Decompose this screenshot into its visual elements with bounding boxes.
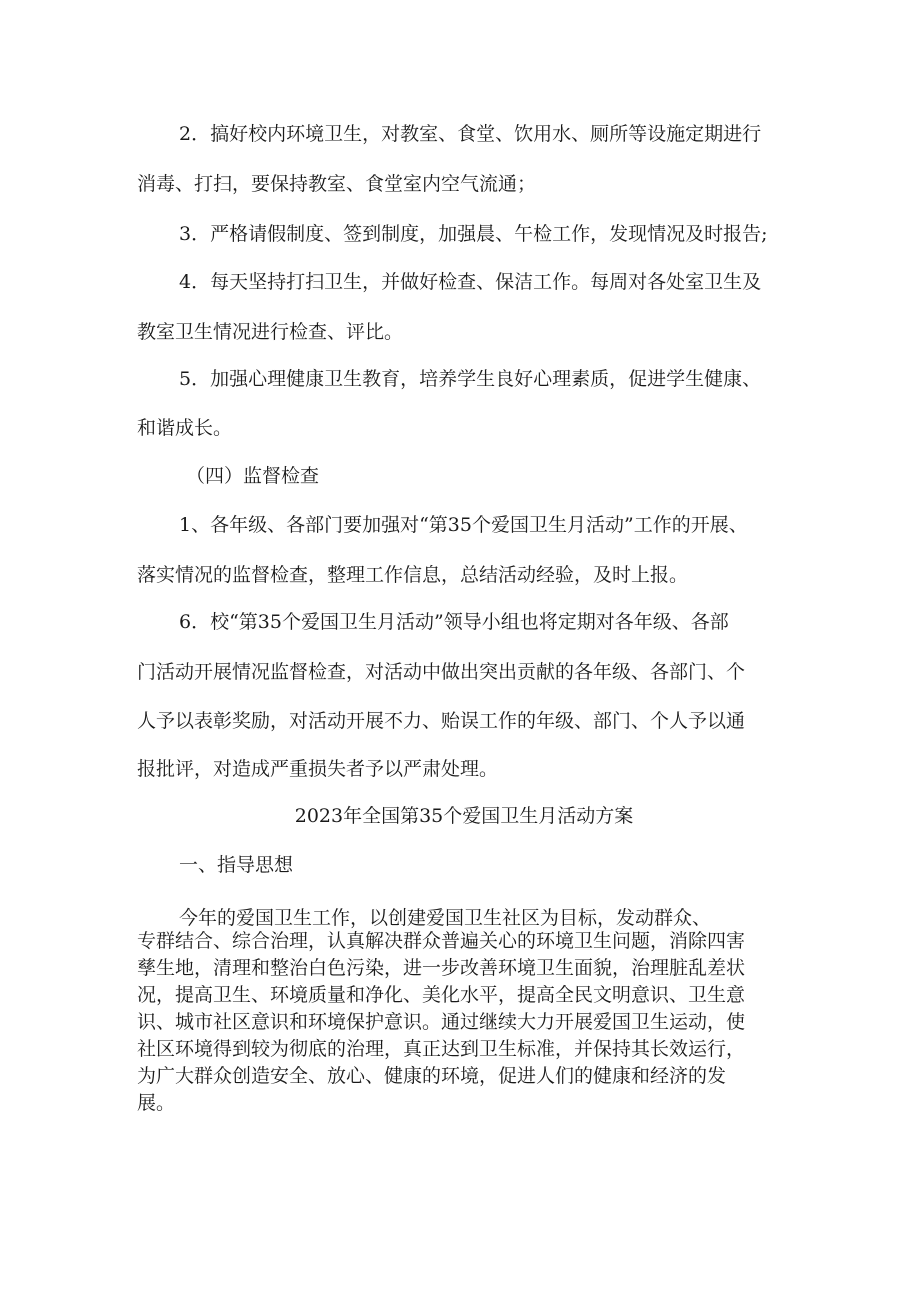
item-5-line-1: 5．加强心理健康卫生教育，培养学生良好心理素质，促进学生健康、 <box>179 368 762 390</box>
check-item-6-line-2: 门活动开展情况监督检查，对活动中做出突出贡献的各年级、各部门、个 <box>137 661 746 683</box>
check-item-6-line-1: 6．校“第35个爱国卫生月活动”领导小组也将定期对各年级、各部 <box>179 611 729 633</box>
item-4-line-1: 4．每天坚持打扫卫生，并做好检查、保洁工作。每周对各处室卫生及 <box>179 271 762 293</box>
guiding-ideology-intro: 今年的爱国卫生工作，以创建爱国卫生社区为目标，发动群众、 <box>179 907 712 929</box>
guiding-ideology-body <box>137 928 797 1117</box>
item-2-line-1: 2．搞好校内环境卫生，对教室、食堂、饮用水、厕所等设施定期进行 <box>179 123 762 145</box>
guiding-ideology-heading: 一、指导思想 <box>179 854 294 876</box>
body-line: 社区环境得到较为彻底的治理，真正达到卫生标准，并保持其长效运行， <box>137 1038 746 1060</box>
document-title: 2023年全国第35个爱国卫生月活动方案 <box>294 805 634 827</box>
item-5-line-2: 和谐成长。 <box>137 417 233 439</box>
body-line: 专群结合、综合治理，认真解决群众普遍关心的环境卫生问题，消除四害 <box>137 930 746 952</box>
body-line: 为广大群众创造安全、放心、健康的环境，促进人们的健康和经济的发 <box>137 1065 727 1087</box>
check-item-6-line-3: 人予以表彰奖励，对活动开展不力、贻误工作的年级、部门、个人予以通 <box>137 710 746 732</box>
section-four-heading: （四）监督检查 <box>186 465 320 487</box>
item-4-line-2: 教室卫生情况进行检查、评比。 <box>137 321 404 343</box>
body-line: 孳生地，清理和整治白色污染，进一步改善环境卫生面貌，治理脏乱差状 <box>137 957 746 979</box>
item-2-line-2: 消毒、打扫，要保持教室、食堂室内空气流通； <box>137 173 537 195</box>
check-item-1-line-1: 1、各年级、各部门要加强对“第35个爱国卫生月活动”工作的开展、 <box>179 514 748 536</box>
body-line: 识、城市社区意识和环境保护意识。通过继续大力开展爱国卫生运动，使 <box>137 1011 746 1033</box>
check-item-6-line-4: 报批评，对造成严重损失者予以严肃处理。 <box>137 758 499 780</box>
body-line: 况，提高卫生、环境质量和净化、美化水平，提高全民文明意识、卫生意 <box>137 984 746 1006</box>
body-line: 展。 <box>137 1092 176 1114</box>
item-3-line-1: 3．严格请假制度、签到制度，加强晨、午检工作，发现情况及时报告; <box>179 223 768 245</box>
check-item-1-line-2: 落实情况的监督检查，整理工作信息，总结活动经验，及时上报。 <box>137 564 689 586</box>
